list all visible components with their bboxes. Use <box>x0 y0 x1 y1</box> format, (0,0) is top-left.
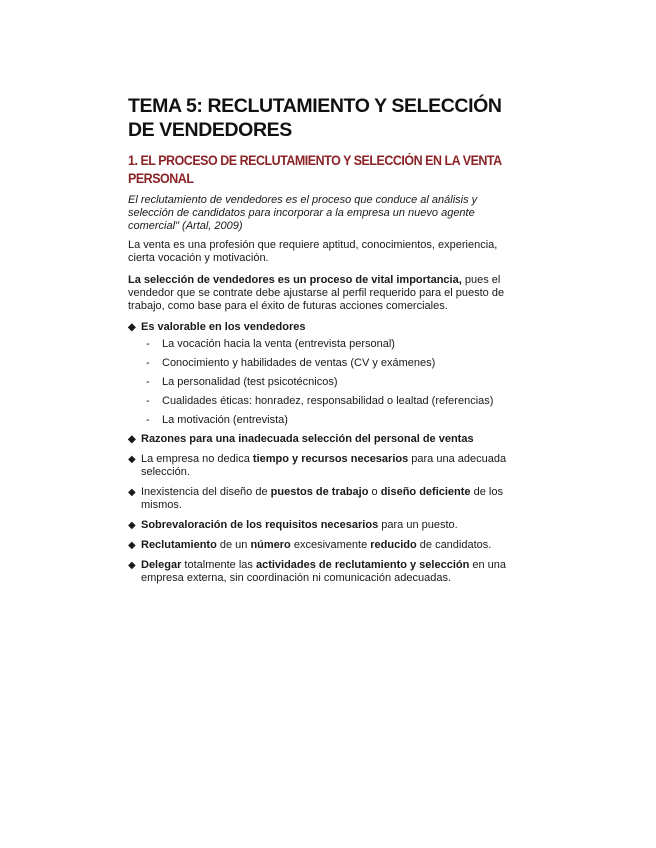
dash-icon: - <box>146 357 150 369</box>
diamond-bullet-icon: ◆ <box>128 434 136 445</box>
bullet-razon-5: ◆ Delegar totalmente las actividades de reclutamiento y selección en una empresa externa, sin coordinación ni comunicación adecuadas. <box>128 559 507 584</box>
bullet-razones-label: Razones para una inadecuada selección del personal de ventas <box>141 433 474 445</box>
list-item: - La motivación (entrevista) <box>146 414 288 426</box>
intro-quote: El reclutamiento de vendedores es el proceso que conduce al análisis y selección de candidatos para incorporar a la empresa un nuevo agente comercial" (Artal, 2009) <box>128 194 478 232</box>
list-item: - Cualidades éticas: honradez, responsabilidad o lealtad (referencias) <box>146 395 494 407</box>
diamond-bullet-icon: ◆ <box>128 322 136 333</box>
bullet-razon-2: ◆ Inexistencia del diseño de puestos de trabajo o diseño deficiente de los mismos. <box>128 486 503 511</box>
bullet-valorable-label: Es valorable en los vendedores <box>141 321 306 333</box>
dash-icon: - <box>146 376 150 388</box>
diamond-bullet-icon: ◆ <box>128 540 136 551</box>
dash-icon: - <box>146 338 150 350</box>
diamond-bullet-icon: ◆ <box>128 560 136 571</box>
diamond-bullet-icon: ◆ <box>128 487 136 498</box>
bullet-razon-3: ◆ Sobrevaloración de los requisitos necesarios para un puesto. <box>128 519 458 531</box>
section-heading: 1. EL PROCESO DE RECLUTAMIENTO Y SELECCIÓN EN LA VENTA PERSONAL <box>128 153 502 186</box>
page-title: TEMA 5: RECLUTAMIENTO Y SELECCIÓN DE VENDEDORES <box>128 95 502 141</box>
diamond-bullet-icon: ◆ <box>128 520 136 531</box>
valorable-list <box>128 338 523 427</box>
paragraph-selection-bold: La selección de vendedores es un proceso de vital importancia, <box>128 274 462 286</box>
bullet-razones <box>128 433 523 446</box>
list-item: - La personalidad (test psicotécnicos) <box>146 376 338 388</box>
paragraph-selection-rest: pues el vendedor que se contrate debe ajustarse al perfil requerido para el puesto de trabajo, como base para el éxito de futuras acciones comerciales. <box>128 274 505 312</box>
paragraph-profession: La venta es una profesión que requiere aptitud, conocimientos, experiencia, cierta vocación y motivación. <box>128 239 498 264</box>
dash-icon: - <box>146 395 150 407</box>
bullet-razon-1: ◆ La empresa no dedica tiempo y recursos necesarios para una adecuada selección. <box>128 453 507 478</box>
bullet-valorable <box>128 321 523 334</box>
bullet-razon-4: ◆ Reclutamiento de un número excesivamente reducido de candidatos. <box>128 539 492 551</box>
paragraph-selection <box>128 274 523 313</box>
list-item: - La vocación hacia la venta (entrevista personal) <box>146 338 395 350</box>
diamond-bullet-icon: ◆ <box>128 454 136 465</box>
list-item: - Conocimiento y habilidades de ventas (CV y exámenes) <box>146 357 436 369</box>
dash-icon: - <box>146 414 150 426</box>
document-content <box>128 94 523 585</box>
